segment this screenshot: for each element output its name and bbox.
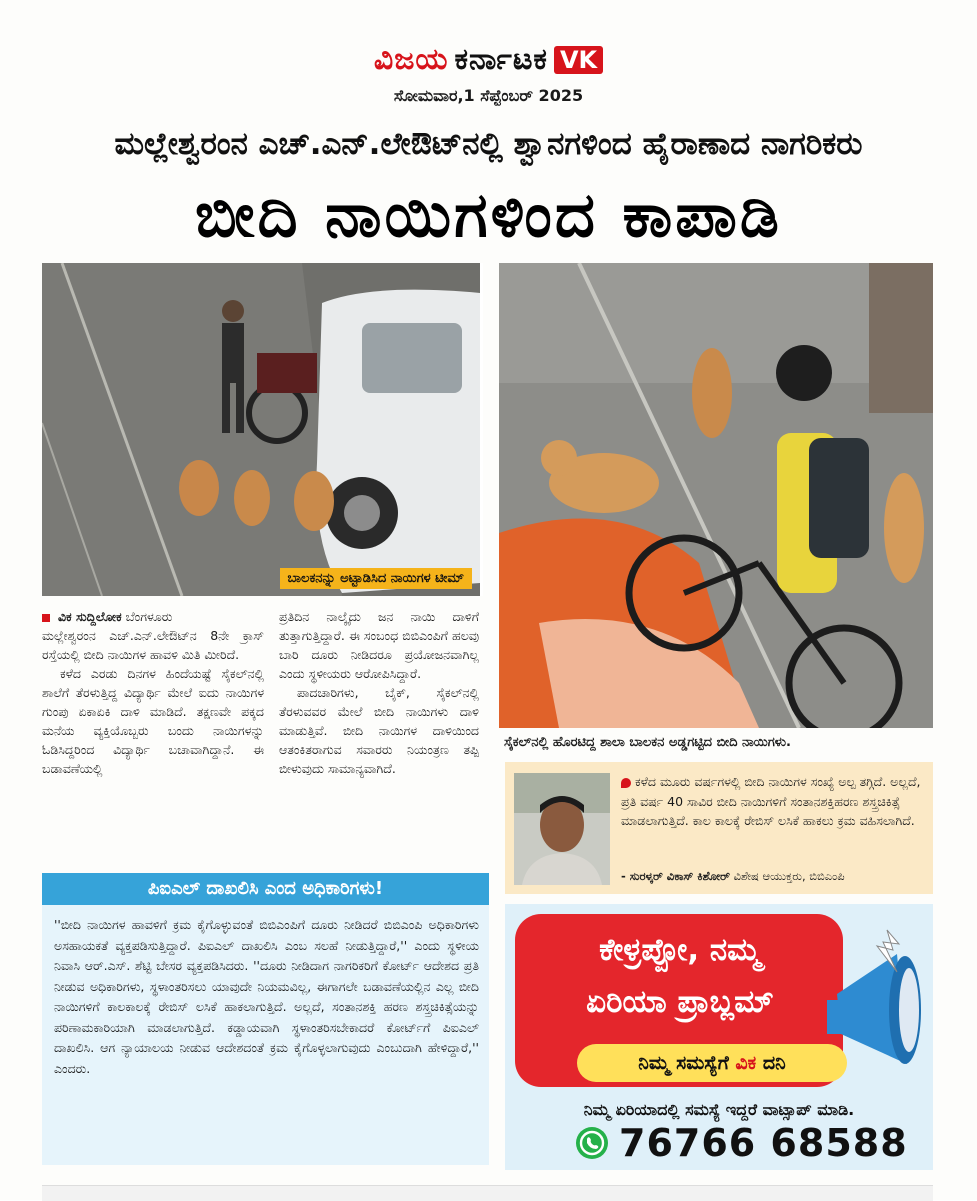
photo-right-illustration — [499, 263, 933, 728]
advert-line-1: ಕೇಳ್ರಪ್ಪೋ, ನಮ್ಮ — [599, 932, 761, 968]
article-paragraph: ಪಾದಚಾರಿಗಳು, ಬೈಕ್, ಸೈಕಲ್‌ನಲ್ಲಿ ತೆರಳುವವರ ಮೇಲೆ ಬೀದಿ ನಾಯಿಗಳು ದಾಳಿ ಮಾಡುತ್ತಿವೆ. ಬೀದಿ ನಾಯಿಗಳ ದಾಳಿಯಿಂದ ಆತಂಕಿತರಾಗುವ ಸವಾರರು ನಿಯಂತ್ರಣ ತಪ್ಪಿ ಬೀಳುವುದು ಸಾಮಾನ್ಯವಾಗಿದೆ. — [279, 685, 479, 776]
article-paragraph: ಮಲ್ಲೇಶ್ವರಂನ ಎಚ್.ಎನ್.ಲೇಔಟ್‌ನ 8ನೇ ಕ್ರಾಸ್ ರಸ್ತೆಯಲ್ಲಿ ಬೀದಿ ನಾಯಿಗಳ ಹಾವಳಿ ಮಿತಿ ಮೀರಿದೆ. — [42, 628, 264, 662]
article-column-2 — [279, 607, 479, 778]
byline-city: ಬೆಂಗಳೂರು — [125, 609, 173, 624]
quote-text — [621, 772, 925, 831]
advert-tagline-brand: ವಿಕ — [735, 1052, 757, 1074]
article-paragraph: ಕಳೆದ ಎರಡು ದಿನಗಳ ಹಿಂದೆಯಷ್ಟೆ ಸೈಕಲ್‌ನಲ್ಲಿ ಶಾಲೆಗೆ ತೆರಳುತ್ತಿದ್ದ ವಿದ್ಯಾರ್ಥಿ ಮೇಲೆ ಐದು ನಾಯಿಗಳ ಗುಂಪು ಏಕಾಏಕಿ ದಾಳಿ ಮಾಡಿದೆ. ತಕ್ಷಣವೇ ಪಕ್ಕದ ಮನೆಯ ವ್ಯಕ್ತಿಯೊಬ್ಬರು ಬಂದು ನಾಯಿಗಳನ್ನು ಓಡಿಸಿದ್ದರಿಂದ ವಿದ್ಯಾರ್ಥಿ ಬಚಾವಾಗಿದ್ದಾನೆ. ಈ ಬಡಾವಣೆಯಲ್ಲಿ — [42, 666, 264, 776]
advert-tagline-pill — [577, 1044, 847, 1082]
official-portrait — [514, 773, 610, 885]
byline-bullet — [42, 614, 50, 622]
masthead-name-red: ವಿಜಯ — [373, 42, 449, 77]
quote-icon — [621, 778, 631, 788]
article-paragraph: ಪ್ರತಿದಿನ ನಾಲ್ಕೈದು ಜನ ನಾಯಿ ದಾಳಿಗೆ ತುತ್ತಾಗುತ್ತಿದ್ದಾರೆ. ಈ ಸಂಬಂಧ ಬಿಬಿಎಂಪಿಗೆ ಹಲವು ಬಾರಿ ದೂರು ನೀಡಿದರೂ ಪ್ರಯೋಜನವಾಗಿಲ್ಲ ಎಂದು ಸ್ಥಳೀಯರು ಆರೋಪಿಸಿದ್ದಾರೆ. — [279, 609, 479, 681]
quote-author: - ಸುರಳ್ಕರ್ ವಿಕಾಸ್ ಕಿಶೋರ್ — [621, 869, 730, 883]
photo-right-caption: ಸೈಕಲ್‌ನಲ್ಲಿ ಹೊರಟಿದ್ದ ಶಾಲಾ ಬಾಲಕನ ಅಡ್ಡಗಟ್ಟಿದ ಬೀದಿ ನಾಯಿಗಳು. — [504, 735, 791, 750]
photo-boy-on-cycle — [499, 263, 933, 728]
next-article-strip — [42, 1185, 933, 1201]
pil-sidebar-box — [42, 873, 489, 1165]
masthead — [0, 42, 977, 77]
advert-tagline-prefix: ನಿಮ್ಮ ಸಮಸ್ಯೆಗೆ — [638, 1052, 736, 1074]
masthead-badge: VK — [554, 46, 603, 74]
advert-subline: ನಿಮ್ಮ ಏರಿಯಾದಲ್ಲಿ ಸಮಸ್ಯೆ ಇದ್ದರೆ ವಾಟ್ಸಾಪ್ ಮಾಡಿ. — [583, 1100, 855, 1119]
photo-left-caption: ಬಾಲಕನನ್ನು ಅಟ್ಟಾಡಿಸಿದ ನಾಯಿಗಳ ಟೀಮ್ — [280, 568, 472, 589]
portrait-illustration — [514, 773, 610, 885]
pil-box-title: ಪಿಐಎಲ್ ದಾಖಲಿಸಿ ಎಂದ ಅಧಿಕಾರಿಗಳು! — [42, 873, 489, 905]
advert-phone-row — [575, 1121, 908, 1165]
quote-attribution — [621, 869, 931, 884]
pil-box-body: ''ಬೀದಿ ನಾಯಿಗಳ ಹಾವಳಿಗೆ ಕ್ರಮ ಕೈಗೊಳ್ಳುವಂತೆ ಬಿಬಿಎಂಪಿಗೆ ದೂರು ನೀಡಿದರೆ ಬಿಬಿಎಂಪಿ ಅಧಿಕಾರಿಗಳು ಅಸಹಾಯಕತೆ ವ್ಯಕ್ತಪಡಿಸುತ್ತಿದ್ದಾರೆ. ಪಿಐಎಲ್ ದಾಖಲಿಸಿ ಎಂಬ ಸಲಹೆ ನೀಡುತ್ತಿದ್ದಾರೆ,'' ಎಂದು ಸ್ಥಳೀಯ ನಿವಾಸಿ ಆರ್.ಎಸ್. ಶೆಟ್ಟಿ ಬೇಸರ ವ್ಯಕ್ತಪಡಿಸಿದರು. ''ದೂರು ನೀಡಿದಾಗ ನಾಗರಿಕರಿಗೆ ಕೋರ್ಟ್ ಆದೇಶದ ಪ್ರತಿ ನೀಡುವ ಅಧಿಕಾರಿಗಳು, ಸ್ಥಳಾಂತರಿಸಲು ಯಾವುದೇ ನಿಯಮವಿಲ್ಲ, ಈಗಾಗಲೇ ಬಡಾವಣೆಯಲ್ಲಿನ ಎಲ್ಲ ಬೀದಿ ನಾಯಿಗಳಿಗೆ ಕಾಲಕಾಲಕ್ಕೆ ರೇಬಿಸ್ ಲಸಿಕೆ ಹಾಕಲಾಗುತ್ತಿದೆ. ಅಲ್ಲದೆ, ಸಂತಾನಶಕ್ತಿ ಹರಣ ಶಸ್ತ್ರಚಿಕಿತ್ಸೆಯನ್ನು ಪರಿಣಾಮಕಾರಿಯಾಗಿ ಮಾಡಲಾಗುತ್ತಿದೆ. ಕಡ್ಡಾಯವಾಗಿ ಸ್ಥಳಾಂತರಿಸಬೇಕಾದರೆ ಕೋರ್ಟ್‌ಗೆ ಪಿಐಎಲ್ ದಾಖಲಿಸಿ. ಆಗ ನ್ಯಾಯಾಲಯ ನೀಡುವ ಆದೇಶದಂತೆ ಕ್ರಮ ಕೈಗೊಳ್ಳಲಾಗುವುದು ಎಂಬುದಾಗಿ ಹೇಳಿದ್ದಾರೆ,'' ಎಂದರು. — [54, 917, 479, 1076]
advert-line-2: ಏರಿಯಾ ಪ್ರಾಬ್ಲಮ್ — [586, 984, 774, 1020]
area-problem-advert — [505, 904, 933, 1170]
official-quote-box — [505, 762, 933, 894]
article-column-1 — [42, 607, 264, 778]
byline: ವಿಕ ಸುದ್ದಿಲೋಕ — [57, 609, 122, 624]
advert-phone-number[interactable]: 76766 68588 — [619, 1121, 908, 1165]
whatsapp-icon — [575, 1126, 609, 1160]
masthead-name-black: ಕರ್ನಾಟಕ — [454, 42, 548, 77]
dateline: ಸೋಮವಾರ,1 ಸೆಪ್ಟೆಂಬರ್ 2025 — [393, 86, 584, 105]
main-headline: ಬೀದಿ ನಾಯಿಗಳಿಂದ ಕಾಪಾಡಿ — [194, 178, 782, 251]
advert-tagline-suffix: ದನಿ — [756, 1052, 786, 1074]
kicker-headline: ಮಲ್ಲೇಶ್ವರಂನ ಎಚ್.ಎನ್.ಲೇಔಟ್‌ನಲ್ಲಿ ಶ್ವಾನಗಳಿಂದ ಹೈರಾಣಾದ ನಾಗರಿಕರು — [114, 126, 863, 162]
quote-designation: ವಿಶೇಷ ಆಯುಕ್ತರು, ಬಿಬಿಎಂಪಿ — [733, 869, 845, 883]
quote-body: ಕಳೆದ ಮೂರು ವರ್ಷಗಳಲ್ಲಿ ಬೀದಿ ನಾಯಿಗಳ ಸಂಖ್ಯೆ ಅಲ್ಪ ತಗ್ಗಿದೆ. ಅಲ್ಲದೆ, ಪ್ರತಿ ವರ್ಷ 40 ಸಾವಿರ ಬೀದಿ ನಾಯಿಗಳಿಗೆ ಸಂತಾನಶಕ್ತಿಹರಣ ಶಸ್ತ್ರಚಿಕಿತ್ಸೆ ಮಾಡಲಾಗುತ್ತಿದೆ. ಕಾಲ ಕಾಲಕ್ಕೆ ರೇಬಿಸ್ ಲಸಿಕೆ ಹಾಕಲು ಕ್ರಮ ವಹಿಸಲಾಗಿದೆ. — [621, 774, 921, 828]
photo-dogs-chasing-boy — [42, 263, 483, 596]
photo-left-illustration — [42, 263, 480, 596]
